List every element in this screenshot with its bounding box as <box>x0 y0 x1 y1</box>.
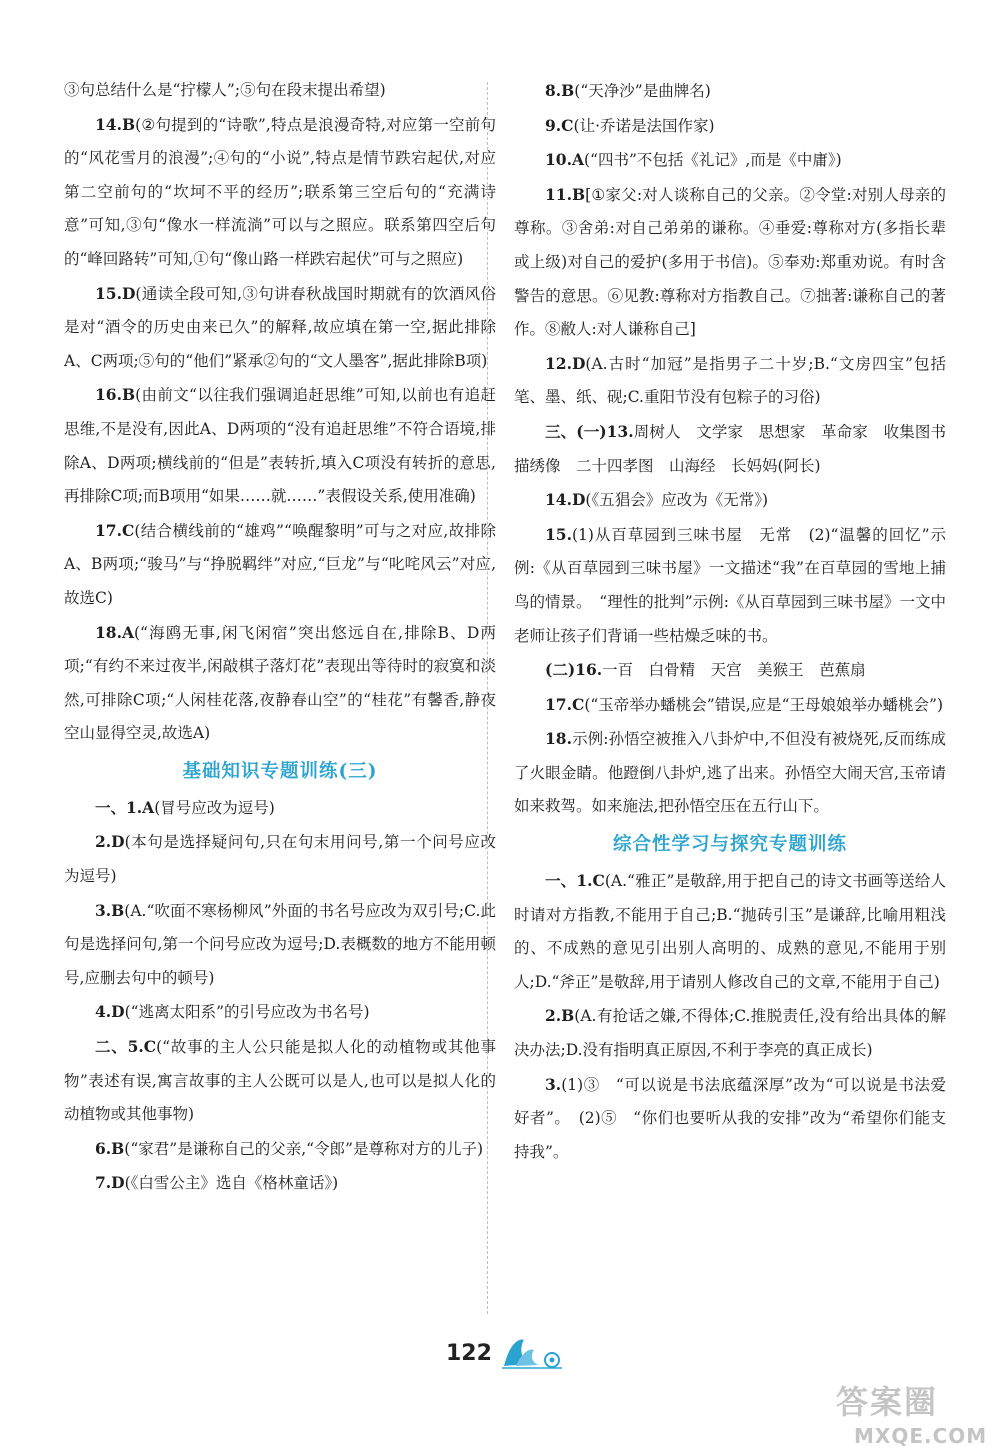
answer-text: (本句是选择疑问句,只在句末用问号,第一个问号应改为逗号) <box>64 833 496 886</box>
answer-item <box>514 415 962 483</box>
question-number: 6.B <box>95 1138 125 1158</box>
answer-item <box>514 74 946 109</box>
page-number: 122 <box>446 1341 492 1366</box>
question-number: 4.D <box>95 1002 125 1022</box>
answer-text: (1)③ “可以说是书法底蕴深厚”改为“可以说是书法爱好者”。 (2)⑤ “你们也要听从我的安排”改为“希望你们能支持我”。 <box>514 1075 946 1161</box>
answer-item <box>64 74 496 108</box>
answer-item <box>64 378 496 513</box>
left-column <box>64 74 496 1201</box>
answer-text: [①家父:对人谈称自己的父亲。②令堂:对别人母亲的尊称。③舍弟:对自己弟弟的谦称。④垂爱:尊称对方(多指长辈或上级)对自己的爱护(多用于书信)。⑤奉劝:郑重劝说。有时含警告的意思。⑥见教:尊称对方指教自己。⑦拙著:谦称自己的著作。⑧敝人:对人谦称自己] <box>514 185 946 339</box>
answer-text: (“家君”是谦称自己的父亲,“令郎”是尊称对方的儿子) <box>124 1139 484 1158</box>
answer-text: (“天净沙”是曲牌名) <box>574 82 711 100</box>
question-number: 一、1.C <box>545 871 605 891</box>
answer-text: (由前文“以往我们强调追赶思维”可知,以前也有追赶思维,不是没有,因此A、D两项的“没有追赶思维”不符合语境,排除A、D两项;横线前的“但是”表转折,填入C项没有转折的意思,再排除C项;而B项用“如果……就……”表假设关系,使用准确) <box>64 386 496 506</box>
question-number: 11.B <box>545 184 586 204</box>
answer-item <box>64 791 496 826</box>
answer-item <box>514 864 946 999</box>
answer-text: (A.有抢话之嫌,不得体;C.推脱责任,没有给出具体的解决办法;D.没有指明真正原因,不利于李亮的真正成长) <box>514 1007 946 1060</box>
answer-text: 示例:孙悟空被推入八卦炉中,不但没有被烧死,反而练成了火眼金睛。他蹬倒八卦炉,逃了出来。孙悟空大闹天宫,玉帝请如来救驾。如来施法,把孙悟空压在五行山下。 <box>514 730 946 816</box>
answer-text: (“逃离太阳系”的引号应改为书名号) <box>124 1003 370 1022</box>
question-number: 2.D <box>95 832 125 852</box>
right-column <box>514 74 962 1169</box>
question-number: 3. <box>545 1074 562 1094</box>
section-heading: 基础知识专题训练(三) <box>182 760 378 782</box>
answer-text: (“玉帝举办蟠桃会”错误,应是“王母娘娘举办蟠桃会”) <box>584 695 944 714</box>
section-heading: 综合性学习与探究专题训练 <box>612 834 847 856</box>
answer-text: (通读全段可知,③句讲春秋战国时期就有的饮酒风俗是对“酒令的历史由来已久”的解释,故应填在第一空,据此排除A、C两项;⑤句的“他们”紧承②句的“文人墨客”,据此排除B项) <box>64 284 496 370</box>
question-number: 15. <box>545 524 572 544</box>
question-number: 3.B <box>95 900 125 920</box>
question-number: 一、1.A <box>95 797 155 817</box>
swan-logo-icon <box>498 1336 570 1376</box>
answer-item <box>514 347 946 415</box>
answer-item <box>514 109 946 144</box>
answer-item <box>514 999 946 1067</box>
answer-item <box>64 514 496 616</box>
answer-item <box>514 483 946 518</box>
answer-item <box>514 178 946 347</box>
answer-text: (“故事的主人公只能是拟人化的动植物或其他事物”表述有误,寓言故事的主人公既可以是人,也可以是拟人化的动植物或其他事物) <box>64 1038 496 1124</box>
answer-item <box>514 518 946 653</box>
question-number: 12.D <box>545 353 586 373</box>
question-number: 14.D <box>545 490 586 510</box>
answer-item <box>514 688 946 723</box>
question-number: 9.C <box>545 115 574 135</box>
answer-text: (“海鸥无事,闲飞闲宿”突出悠远自在,排除B、D两项;“有约不来过夜半,闲敲棋子落灯花”表现出等待时的寂寞和淡然,可排除C项;“人闲桂花落,夜静春山空”的“桂花”有馨香,静夜空山显得空灵,故选A) <box>64 623 496 743</box>
answer-text: (1)从百草园到三味书屋 无常 (2)“温馨的回忆”示例:《从百草园到三味书屋》一文描述“我”在百草园的雪地上捕鸟的情景。 “理性的批判”示例:《从百草园到三味书屋》一文中老师让孩子们背诵一些枯燥乏味的书。 <box>514 525 946 645</box>
answer-text: (②句提到的“诗歌”,特点是浪漫奇特,对应第一空前句的“风花雪月的浪漫”;④句的“小说”,特点是情节跌宕起伏,对应第二空前句的“坎坷不平的经历”;联系第三空后句的“充满诗意”可知,③句“像水一样流淌”可以与之照应。联系第四空后句的“峰回路转”可知,①句“像山路一样跌宕起伏”可与之照应) <box>64 115 496 268</box>
answer-text: (A.“雅正”是敬辞,用于把自己的诗文书画等送给人时请对方指教,不能用于自己;B.“抛砖引玉”是谦辞,比喻用粗浅的、不成熟的意见引出别人高明的、成熟的意见,不能用于别人;D.“斧正”是敬辞,用于请别人修改自己的文章,不能用于自己) <box>514 872 946 991</box>
question-number: 10.A <box>545 150 584 170</box>
question-number: 14.B <box>95 114 136 134</box>
question-number: 17.C <box>545 694 585 714</box>
question-number: 18.A <box>95 622 134 642</box>
watermark-top-text: 答案圈 <box>836 1383 939 1421</box>
question-number: 8.B <box>545 81 575 100</box>
answer-item <box>64 995 496 1030</box>
question-number: 三、(一)13. <box>545 421 634 441</box>
answer-text: (《白雪公主》选自《格林童话》) <box>124 1174 339 1193</box>
question-number: 15.D <box>95 283 136 303</box>
watermark <box>832 1384 992 1450</box>
answer-text: 周树人 文学家 思想家 革命家 收集图书 描绣像 二十四孝图 山海经 长妈妈(阿长) <box>514 422 962 475</box>
column-divider <box>487 82 488 1314</box>
question-number: 2.B <box>545 1006 575 1026</box>
answer-item <box>64 894 496 996</box>
answer-text: (A.“吹面不寒杨柳风”外面的书名号应改为双引号;C.此句是选择问句,第一个问号应改为逗号;D.表概数的地方不能用顿号,应删去句中的顿号) <box>64 901 496 987</box>
question-number: 二、5.C <box>95 1037 157 1057</box>
answer-text: 一百 白骨精 天宫 美猴王 芭蕉扇 <box>602 661 866 680</box>
question-number: 7.D <box>95 1173 125 1193</box>
answer-item <box>64 1166 496 1201</box>
answer-text: (《五猖会》应改为《无常》) <box>585 491 769 510</box>
question-number: 17.C <box>95 520 135 540</box>
answer-item <box>514 143 946 178</box>
answer-item <box>64 1030 496 1132</box>
answer-text: (“四书”不包括《礼记》,而是《中庸》) <box>584 151 842 170</box>
answer-text: (冒号应改为逗号) <box>154 798 275 817</box>
answer-item <box>64 108 496 277</box>
question-number: 18. <box>545 729 572 749</box>
question-number: 16.B <box>95 385 136 405</box>
answer-item <box>64 825 496 893</box>
answer-item <box>514 653 946 688</box>
question-number: (二)16. <box>545 660 603 680</box>
watermark-bottom-text: MXQE.COM <box>854 1424 988 1448</box>
answer-text: (结合横线前的“雄鸡”“唤醒黎明”可与之对应,故排除A、B两项;“骏马”与“挣脱羁绊”对应,“巨龙”与“叱咤风云”对应,故选C) <box>64 521 496 607</box>
answer-item <box>514 1068 946 1170</box>
answer-item <box>64 277 496 379</box>
answer-item <box>514 722 946 824</box>
answer-item <box>64 616 496 751</box>
answer-text: (让·乔诺是法国作家) <box>573 116 715 135</box>
answer-text: (A.古时“加冠”是指男子二十岁;B.“文房四宝”包括笔、墨、纸、砚;C.重阳节没有包粽子的习俗) <box>514 354 946 407</box>
answer-item <box>64 1132 496 1167</box>
answer-text: ③句总结什么是“拧檬人”;⑤句在段末提出希望) <box>64 81 386 99</box>
